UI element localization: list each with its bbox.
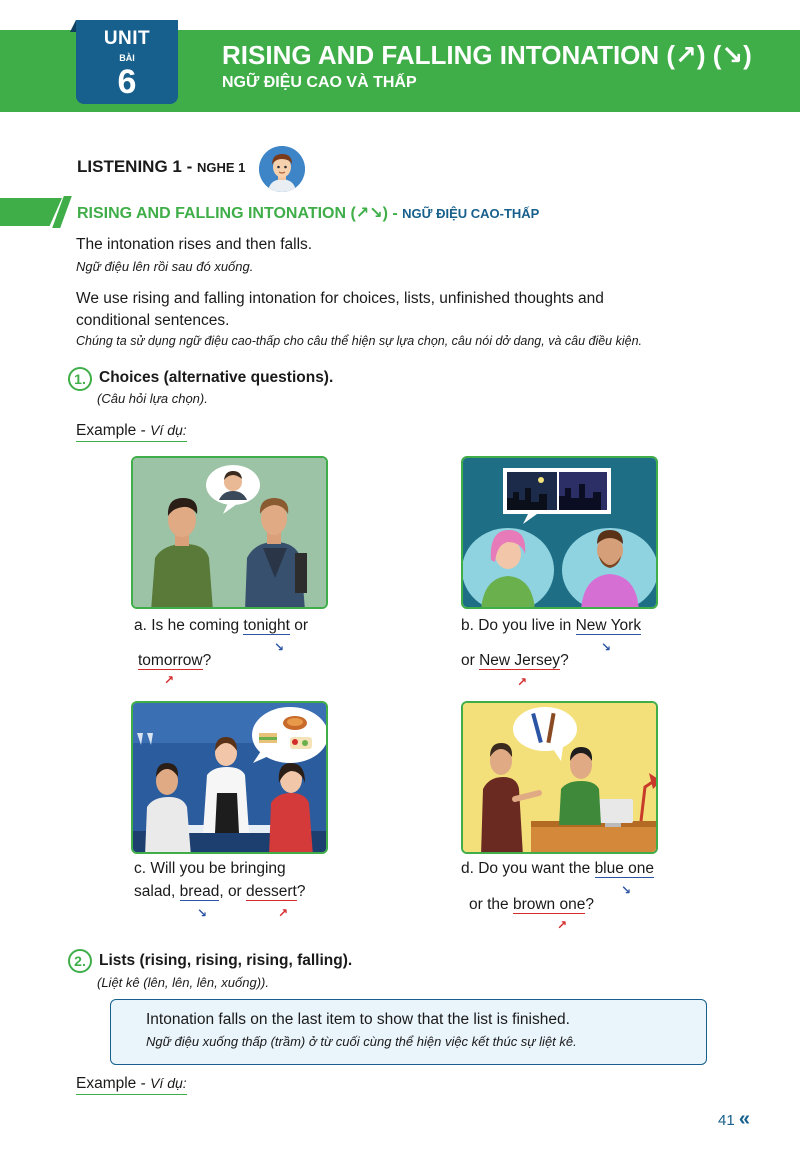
listening-title-small: NGHE 1 [196, 160, 246, 175]
caption-d-word1: blue one [594, 860, 655, 877]
boy-avatar-svg [259, 146, 305, 192]
caption-d-prefix: d. Do you want the [461, 860, 595, 877]
caption-d-line2 [469, 896, 594, 914]
caption-a-word2: tomorrow [138, 652, 203, 669]
caption-c-line1: c. Will you be bringing [134, 860, 286, 877]
rising-arrow-icon: ↗ [278, 906, 289, 920]
caption-b-line1 [461, 617, 641, 635]
example2-label [76, 1075, 187, 1095]
double-chevron-left-icon: « [738, 1108, 750, 1130]
illustration-b [461, 456, 658, 609]
caption-d-word2: brown one [512, 896, 586, 913]
caption-c-line2 [134, 883, 306, 901]
caption-b-mid: or [461, 652, 480, 669]
info-box [110, 999, 707, 1065]
caption-b-end: ? [560, 652, 569, 669]
caption-a-line1 [134, 617, 308, 635]
falling-arrow-icon: ↘ [621, 883, 632, 897]
example2-label-en: Example - [76, 1075, 151, 1092]
caption-c-mid: , or [219, 883, 247, 900]
example1-label-en: Example - [76, 422, 151, 439]
info-box-text-vi: Ngữ điệu xuống thấp (trầm) ở từ cuối cùng thể hiện việc kết thúc sự liệt kê. [146, 1034, 577, 1049]
listening-title [77, 157, 245, 177]
example1-label-vi: Ví dụ: [150, 422, 187, 438]
rising-arrow-icon: ↗ [557, 918, 568, 932]
restaurant-illustration [133, 703, 328, 854]
couple-city-illustration [463, 458, 658, 609]
falling-arrow-icon: ↘ [274, 640, 285, 654]
unit-badge [76, 20, 178, 104]
unit-label: UNIT [103, 28, 151, 49]
falling-arrow-icon: ↘ [197, 906, 208, 920]
caption-d-line1 [461, 860, 654, 878]
item2-number: 2. [68, 949, 92, 973]
boy-avatar-icon [259, 146, 305, 192]
listening-title-main: LISTENING 1 - [77, 157, 197, 176]
caption-d-end: ? [585, 896, 594, 913]
illustration-c [131, 701, 328, 854]
item1-subtitle: (Câu hỏi lựa chọn). [97, 391, 208, 406]
section-title-sub: NGỮ ĐIỆU CAO-THẤP [402, 206, 540, 221]
caption-a-line2 [138, 652, 211, 670]
caption-c-end: ? [296, 883, 306, 900]
info-box-text: Intonation falls on the last item to show that the list is finished. [146, 1011, 570, 1028]
page-title: RISING AND FALLING INTONATION (↗) (↘) [222, 40, 752, 70]
caption-a-end: ? [202, 652, 212, 669]
bai-label: BÀI [119, 53, 135, 63]
falling-arrow-icon: ↘ [601, 640, 612, 654]
shop-counter-illustration [463, 703, 658, 854]
caption-b-line2 [461, 652, 569, 670]
item2-subtitle: (Liệt kê (lên, lên, lên, xuống)). [97, 975, 269, 990]
caption-b-word1: New York [575, 617, 642, 634]
illustration-d [461, 701, 658, 854]
intro-line1: The intonation rises and then falls. [76, 236, 313, 253]
item1-title: Choices (alternative questions). [99, 369, 334, 386]
caption-c-word1: bread [179, 883, 220, 900]
caption-b-word2: New Jersey [479, 652, 561, 669]
intro-line1-vi: Ngữ điệu lên rồi sau đó xuống. [76, 259, 254, 274]
rising-arrow-icon: ↗ [164, 673, 175, 687]
two-men-talking-illustration [133, 458, 328, 609]
intro-line2-vi: Chúng ta sử dụng ngữ điệu cao-thấp cho câu thể hiện sự lựa chọn, câu nói dở dang, và câu điều kiện. [76, 334, 643, 348]
caption-d-mid: or the [469, 896, 513, 913]
section-title-main: RISING AND FALLING INTONATION (↗↘) - [77, 205, 403, 222]
caption-c-pre: salad, [134, 883, 180, 900]
rising-arrow-icon: ↗ [517, 675, 528, 689]
page-number [718, 1108, 750, 1131]
caption-a-word1: tonight [243, 617, 290, 634]
caption-a-mid: or [289, 617, 309, 634]
page-subtitle: NGỮ ĐIỆU CAO VÀ THẤP [222, 74, 417, 91]
caption-b-prefix: b. Do you live in [461, 617, 576, 634]
item1-number: 1. [68, 367, 92, 391]
item2-title: Lists (rising, rising, rising, falling). [99, 952, 353, 969]
caption-a-prefix: a. Is he coming [134, 617, 244, 634]
intro-line2b: conditional sentences. [76, 312, 230, 329]
unit-number: 6 [117, 63, 137, 101]
section-bar [0, 198, 62, 226]
example2-label-vi: Ví dụ: [150, 1075, 187, 1091]
caption-c-word2: dessert [246, 883, 297, 900]
intro-line2a: We use rising and falling intonation for choices, lists, unfinished thoughts and [76, 290, 604, 307]
page-number-value: 41 [718, 1112, 735, 1129]
example1-label [76, 422, 187, 442]
section-title [77, 203, 539, 223]
illustration-a [131, 456, 328, 609]
